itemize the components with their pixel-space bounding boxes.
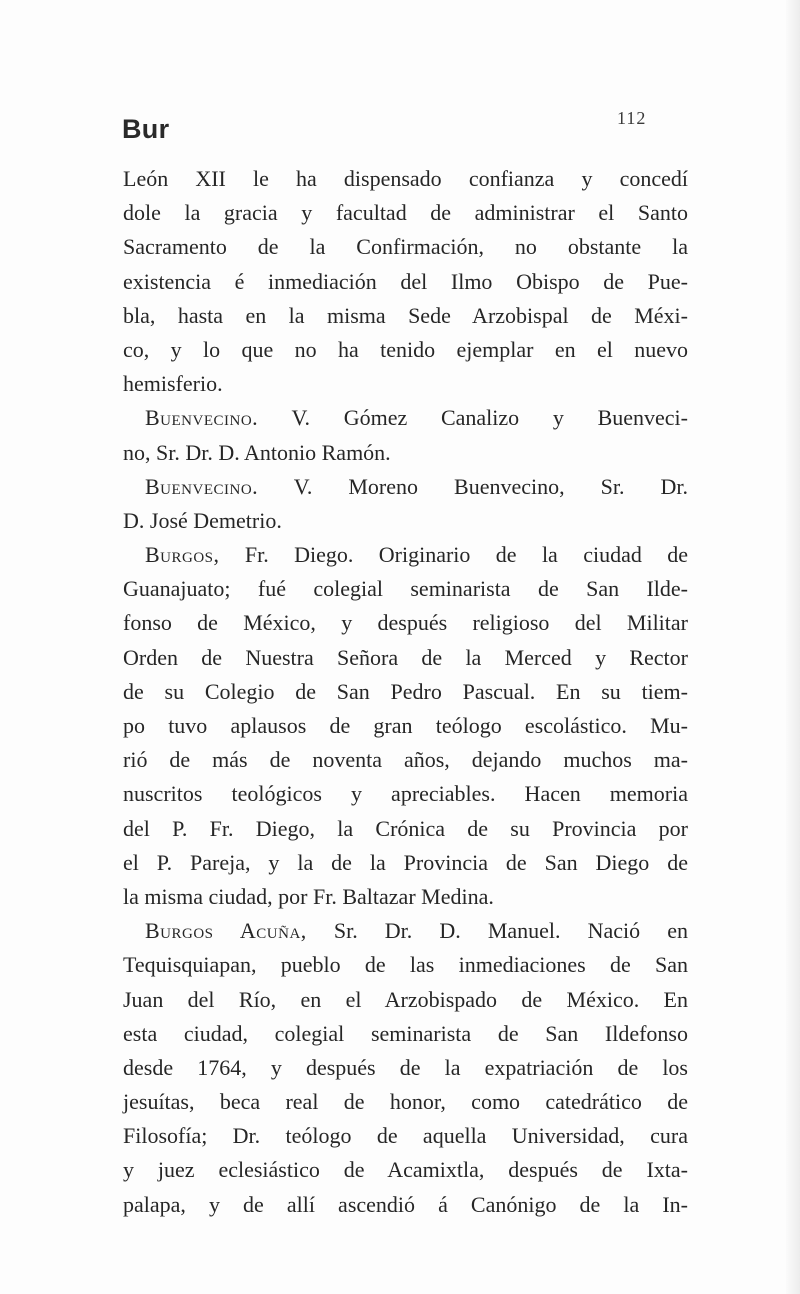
running-head: Bur [122,114,170,144]
line-text: la misma ciudad, por Fr. Baltazar Medina. [123,883,494,909]
text-line [123,983,688,1017]
line-text: palapa, y de allí ascendió á Canónigo de la In- [123,1191,688,1217]
line-text: esta ciudad, colegial seminarista de San Ildefonso [123,1020,688,1046]
line-text: Fr. Diego. Originario de la ciudad de [219,542,688,568]
text-line [123,333,688,367]
entry-first-line [123,401,688,435]
entry-headword: Burgos, [145,542,220,568]
entry-headword: Buenvecino. [145,473,259,499]
text-line [123,948,688,982]
line-text: el P. Pareja, y la de la Provincia de San Diego de [123,849,688,875]
text-line [123,846,688,880]
line-text: desde 1764, y después de la expatriación de los [123,1054,688,1080]
text-line [123,1085,688,1119]
text-line [123,265,688,299]
text-line [123,743,688,777]
line-text: Guanajuato; fué colegial seminarista de San Ilde- [123,576,688,602]
text-line [123,367,688,401]
line-text: V. Gómez Canalizo y Buenveci- [258,405,688,431]
body-text [123,162,688,1222]
line-text: Sr. Dr. D. Manuel. Nació en [306,918,688,944]
text-line [123,572,688,606]
line-text: del P. Fr. Diego, la Crónica de su Provincia por [123,815,688,841]
line-text: co, y lo que no ha tenido ejemplar en el nuevo [123,336,688,362]
line-text: nuscritos teológicos y apreciables. Hacen memoria [123,781,688,807]
entry-headword: Burgos Acuña, [145,918,307,944]
line-text: dole la gracia y facultad de administrar el Santo [123,200,688,226]
entry-headword: Buenvecino. [145,405,259,431]
text-line [123,812,688,846]
line-text: existencia é inmediación del Ilmo Obispo de Pue- [123,268,688,294]
text-line [123,1188,688,1222]
text-line [123,675,688,709]
line-text: V. Moreno Buenvecino, Sr. Dr. [258,473,688,499]
line-text: Tequisquiapan, pueblo de las inmediaciones de San [123,952,688,978]
line-text: hemisferio. [123,371,223,397]
text-line [123,504,688,538]
line-text: rió de más de noventa años, dejando muchos ma- [123,747,688,773]
line-text: Juan del Río, en el Arzobispado de México. En [123,986,688,1012]
line-text: D. José Demetrio. [123,507,282,533]
line-text: po tuvo aplausos de gran teólogo escolástico. Mu- [123,713,688,738]
line-text: fonso de México, y después religioso del Militar [123,610,688,636]
line-text: no, Sr. Dr. D. Antonio Ramón. [123,439,391,465]
text-line [123,299,688,333]
page-edge-shadow [786,0,800,1294]
text-line [123,880,688,914]
text-line [123,1153,688,1187]
text-line [123,777,688,811]
text-line [123,196,688,230]
line-text: Orden de Nuestra Señora de la Merced y Rector [123,644,688,670]
text-line [123,230,688,264]
line-text: Sacramento de la Confirmación, no obstante la [123,234,688,260]
text-line [123,1017,688,1051]
line-text: y juez eclesiástico de Acamixtla, después de Ixta- [123,1157,688,1183]
line-text: de su Colegio de San Pedro Pascual. En su tiem- [123,678,688,704]
entry-first-line [123,914,688,948]
entry-first-line [123,538,688,572]
page-number: 112 [617,108,647,128]
line-text: León XII le ha dispensado confianza y concedí [123,166,688,191]
line-text: Filosofía; Dr. teólogo de aquella Universidad, cura [123,1123,688,1149]
text-line [123,436,688,470]
text-line [123,606,688,640]
line-text: jesuítas, beca real de honor, como catedrático de [123,1089,688,1115]
entry-first-line [123,470,688,504]
text-line [123,641,688,675]
text-line [123,1119,688,1153]
line-text: bla, hasta en la misma Sede Arzobispal de Méxi- [123,302,688,328]
text-line [123,1051,688,1085]
text-line [123,162,688,196]
text-line [123,709,688,743]
